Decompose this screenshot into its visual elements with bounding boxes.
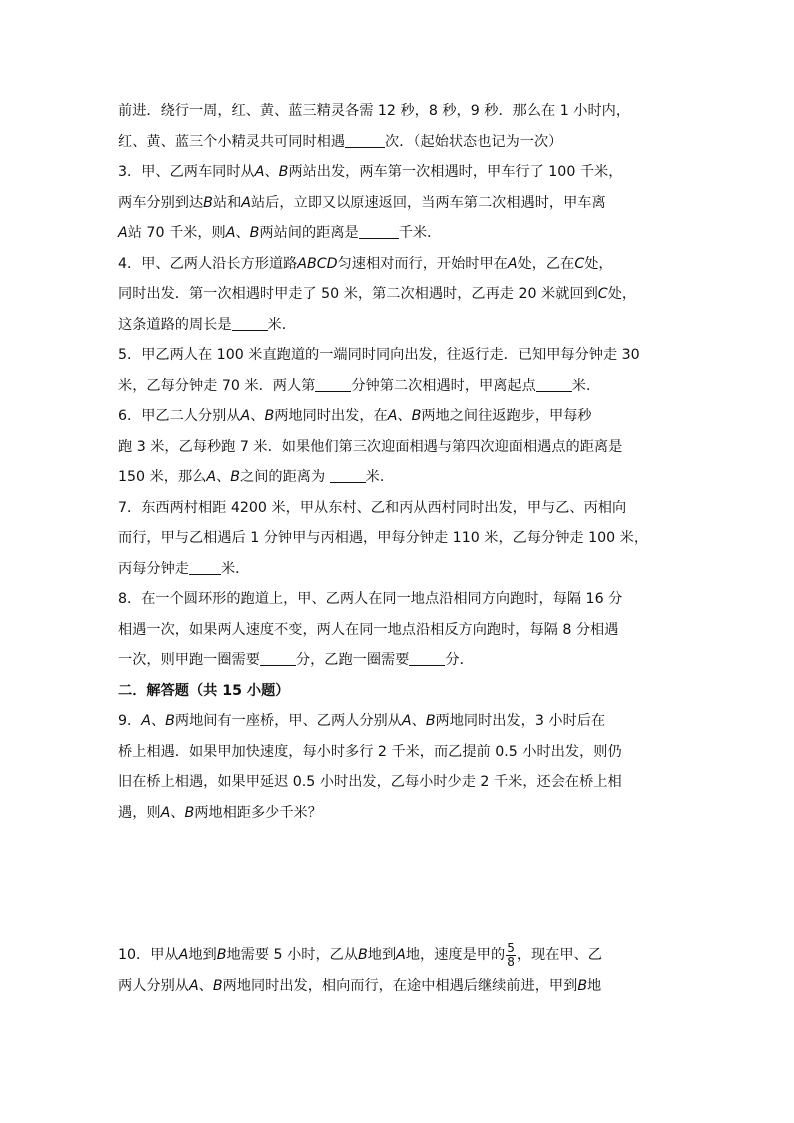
text-segment: 桥上相遇．如果甲加快速度，每小时多行 2 千米，而乙提前 0.5 小时出发，则仍	[118, 743, 622, 760]
point-label: A	[178, 947, 189, 963]
text-segment: 地需要 5 小时，乙从	[226, 947, 359, 963]
text-line	[118, 188, 683, 219]
text-line	[118, 971, 683, 1002]
point-label: B	[411, 408, 422, 424]
point-label: B	[212, 977, 223, 994]
point-label: B	[425, 713, 436, 729]
text-segment: 两地同时出发，3 小时后在	[435, 713, 606, 729]
fraction-numerator: 5	[507, 940, 515, 955]
text-segment: 、	[216, 469, 231, 485]
text-segment: 米，乙每分钟走 70 米．两人第	[118, 377, 316, 394]
text-line	[118, 249, 683, 280]
text-line	[118, 157, 683, 188]
point-label: A	[396, 947, 406, 963]
text-segment: 5．甲乙两人在 100 米直跑道的一端同时同向出发，往返行走．已知甲每分钟走 30	[118, 347, 640, 363]
text-segment: 分，乙跑一圈需要	[295, 652, 410, 668]
text-line	[118, 340, 683, 371]
text-line	[118, 493, 683, 524]
text-segment: 两站出发，两车第一次相遇时，甲车行了 100 千米，	[288, 164, 623, 180]
text-segment: 、	[397, 408, 412, 424]
point-label: B	[184, 804, 195, 821]
text-segment: 两站间的距离是	[259, 225, 359, 241]
answer-blank[interactable]	[536, 377, 572, 392]
text-segment: 米．	[365, 469, 395, 485]
point-label: B	[577, 977, 588, 994]
text-line	[118, 432, 683, 463]
text-segment: 站后，立即又以原速返回，当两车第二次相遇时，甲车离	[250, 194, 606, 211]
text-segment: 丙每分钟走	[118, 560, 189, 577]
text-segment: 10．甲从	[118, 947, 179, 963]
text-segment: 9．	[118, 713, 142, 729]
text-segment: 两地同时出发，相向而行，在途中相遇后继续前进，甲到	[222, 977, 578, 994]
text-segment: 跑 3 米，乙每秒跑 7 米．如果他们第三次迎面相遇与第四次迎面相遇点的距离是	[118, 438, 623, 455]
text-line	[118, 279, 683, 310]
text-line	[118, 554, 683, 585]
text-line	[118, 523, 683, 554]
document-content	[118, 96, 683, 1001]
text-segment: 分．	[445, 652, 474, 668]
text-line	[118, 645, 683, 676]
text-segment: 两地相距多少千米？	[194, 804, 322, 821]
question-9	[118, 706, 683, 828]
text-segment: 米．	[220, 560, 250, 577]
text-line	[118, 706, 683, 737]
text-segment: 、	[411, 713, 426, 729]
text-line	[118, 218, 683, 249]
text-segment: 两车分别到达	[118, 194, 204, 211]
text-segment: 、	[235, 225, 250, 241]
point-label: B	[216, 947, 227, 963]
answer-blank[interactable]	[260, 651, 296, 666]
text-segment: 旧在桥上相遇，如果甲延迟 0.5 小时出发，乙每小时少走 2 千米，还会在桥上相	[118, 774, 622, 790]
answer-blank[interactable]	[315, 377, 351, 392]
text-line	[118, 940, 683, 971]
text-segment: 前进．绕行一周，红、黄、蓝三精灵各需 12 秒，8 秒，9 秒．那么在 1 小时内，	[118, 103, 631, 119]
text-line	[118, 798, 683, 829]
text-segment: 7．东西两村相距 4200 米，甲从东村、乙和丙从西村同时出发，甲与乙、丙相向	[118, 499, 627, 516]
text-line	[118, 615, 683, 646]
text-segment: 分钟第二次相遇时，甲离起点	[351, 377, 536, 394]
text-line	[118, 584, 683, 615]
text-segment: 地到	[188, 947, 217, 963]
text-segment: 、	[250, 408, 265, 424]
point-label: B	[264, 408, 275, 424]
point-label: A	[188, 977, 199, 994]
text-line	[118, 401, 683, 432]
text-segment: 地到	[367, 947, 397, 963]
text-segment: 3．甲、乙两车同时从	[118, 164, 255, 180]
point-label: A	[254, 164, 265, 180]
text-segment: 匀速相对而行，开始时甲在	[337, 255, 508, 272]
text-segment: 、	[198, 977, 213, 994]
text-segment: 处，	[607, 286, 637, 302]
point-label: A	[141, 713, 151, 729]
point-label: A	[240, 408, 251, 424]
point-label: A	[401, 713, 412, 729]
text-segment: 而行，甲与乙相遇后 1 分钟甲与丙相遇，甲每分钟走 110 米，乙每分钟走 100 米，	[118, 530, 649, 546]
answer-space	[118, 828, 683, 940]
text-segment: 两地之间往返跑步，甲每秒	[421, 408, 592, 424]
text-segment: 地	[587, 977, 602, 994]
text-segment: 6．甲乙二人分别从	[118, 408, 241, 424]
text-segment: 千米．	[398, 225, 442, 241]
point-label: B	[230, 469, 240, 485]
text-segment: 一次，则甲跑一圈需要	[118, 652, 260, 668]
point-label: A	[160, 804, 171, 821]
answer-blank[interactable]	[232, 316, 268, 331]
text-segment: 地，速度是甲的	[405, 947, 506, 963]
text-segment: 150 米，那么	[118, 469, 207, 485]
fraction	[506, 942, 516, 969]
text-line	[118, 462, 683, 493]
point-label: ABCD	[297, 255, 338, 272]
text-segment: 4．甲、乙两人沿长方形道路	[118, 255, 298, 272]
point-label: A	[118, 225, 128, 241]
point-label: B	[358, 947, 368, 963]
fraction-denominator: 8	[507, 954, 515, 969]
point-label: C	[574, 255, 585, 272]
text-segment: 米．	[571, 377, 601, 394]
point-label: A	[225, 225, 236, 241]
text-segment: ，现在甲、乙	[516, 947, 602, 963]
text-line	[118, 96, 683, 127]
answer-blank[interactable]	[345, 133, 385, 148]
text-segment: 、	[264, 164, 279, 180]
fill-in-questions	[118, 96, 683, 676]
text-segment: 次．（起始状态也记为一次）	[385, 133, 563, 150]
text-segment: 两人分别从	[118, 977, 189, 994]
text-segment: 站 70 千米，则	[127, 225, 226, 241]
text-segment: 、	[150, 713, 166, 729]
answer-blank[interactable]	[359, 224, 399, 239]
point-label: B	[278, 164, 289, 180]
text-line	[118, 127, 683, 158]
text-segment: 8．在一个圆环形的跑道上，甲、乙两人在同一地点沿相同方向跑时，每隔 16 分	[118, 591, 623, 607]
text-segment: 处，乙在	[517, 255, 575, 272]
point-label: A	[387, 408, 398, 424]
text-line	[118, 310, 683, 341]
text-segment: 遇，则	[118, 804, 161, 821]
text-segment: 、	[170, 804, 185, 821]
point-label: A	[241, 194, 251, 211]
point-label: B	[203, 194, 213, 211]
text-segment: 两地间有一座桥，甲、乙两人分别从	[174, 713, 402, 729]
text-segment: 站和	[212, 194, 242, 211]
answer-blank[interactable]	[409, 651, 445, 666]
text-segment: 之间的距离为	[240, 469, 330, 485]
point-label: A	[507, 255, 518, 272]
text-segment: 红、黄、蓝三个小精灵共可同时相遇	[118, 133, 346, 150]
point-label: B	[249, 225, 260, 241]
text-segment: 这条道路的周长是	[118, 316, 232, 333]
point-label: B	[165, 713, 175, 729]
point-label: A	[206, 469, 217, 485]
text-line	[118, 737, 683, 768]
text-segment: 同时出发．第一次相遇时甲走了 50 米，第二次相遇时，乙再走 20 米就回到	[118, 286, 598, 302]
section-heading: 二．解答题（共 15 小题）	[118, 682, 290, 699]
text-segment: 两地同时出发，在	[274, 408, 388, 424]
point-label: C	[597, 286, 608, 302]
text-segment: 相遇一次，如果两人速度不变，两人在同一地点沿相反方向跑时，每隔 8 分相遇	[118, 621, 619, 638]
text-line	[118, 767, 683, 798]
text-segment: 米．	[267, 316, 296, 333]
question-10	[118, 940, 683, 1001]
answer-blank[interactable]	[189, 560, 221, 575]
answer-blank[interactable]	[330, 468, 366, 483]
text-segment: 处，	[584, 255, 613, 272]
text-line	[118, 371, 683, 402]
